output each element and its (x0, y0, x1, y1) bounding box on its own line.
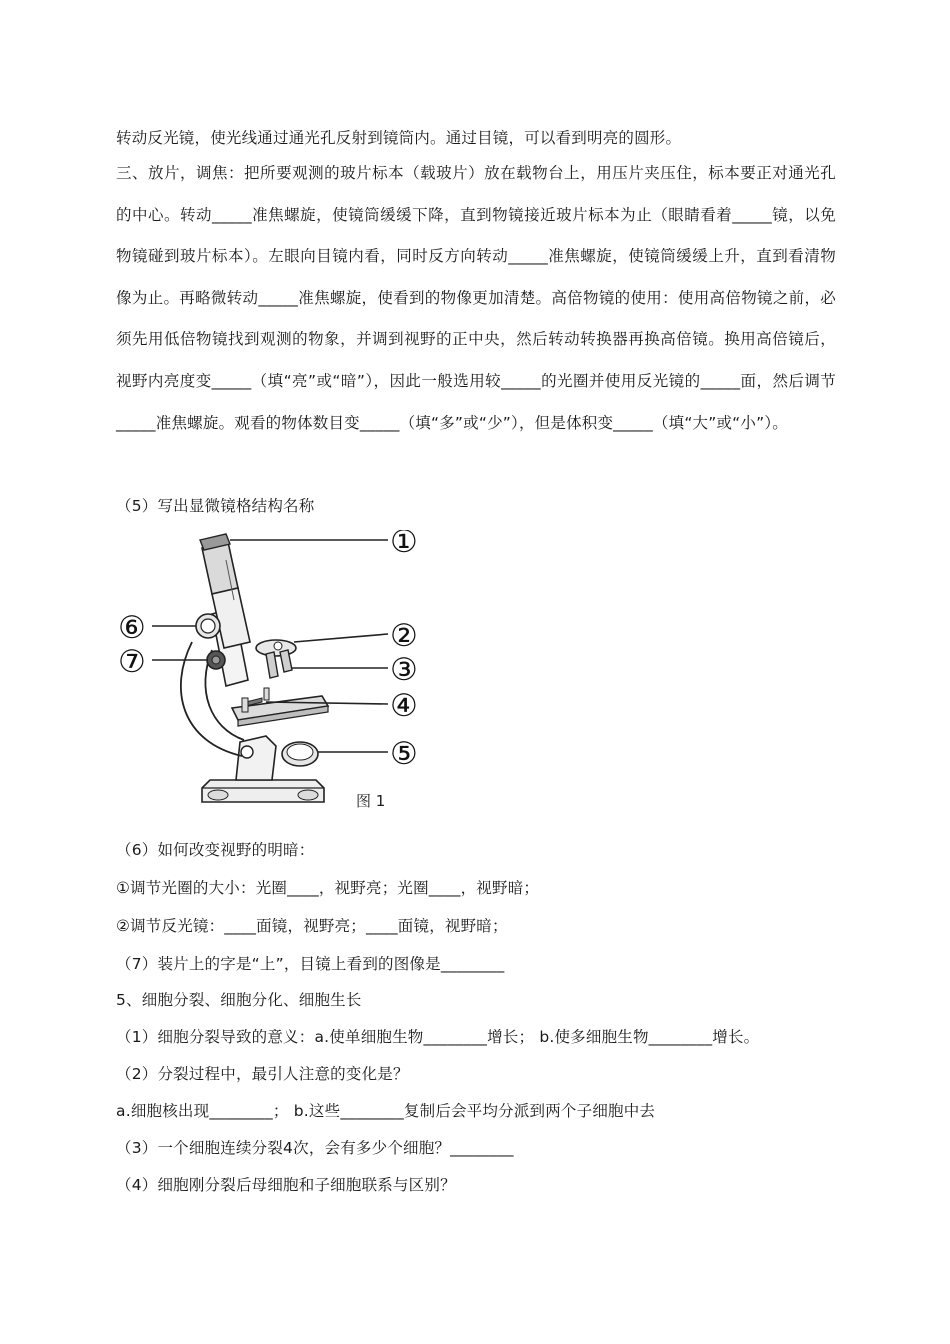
question-6-aperture: ①调节光圈的大小：光圈____，视野亮；光圈____，视野暗； (116, 879, 540, 897)
figure-caption: 图 1 (356, 792, 386, 810)
section-5-question-4: （4）细胞刚分裂后母细胞和子细胞联系与区别？ (116, 1176, 456, 1194)
label-3: ③ (390, 652, 418, 688)
label-4: ④ (390, 688, 418, 724)
question-7: （7）装片上的字是“上”，目镜上看到的图像是________ (116, 955, 505, 973)
label-2: ② (390, 618, 418, 654)
label-5: ⑤ (390, 736, 418, 772)
section-5-question-2-answer: a.细胞核出现________； b.这些________复制后会平均分派到两个子细胞中去 (116, 1102, 656, 1120)
label-6: ⑥ (118, 610, 146, 646)
section-5-question-2: （2）分裂过程中，最引人注意的变化是？ (116, 1065, 409, 1083)
paragraph-focusing: 三、放片，调焦：把所要观测的玻片标本（载玻片）放在载物台上，用压片夹压住，标本要正对通光孔的中心。转动_____准焦螺旋，使镜筒缓缓下降，直到物镜接近玻片标本为止（眼睛看着_____镜，以免物镜碰到玻片标本）。左眼向目镜内看，同时反方向转动_____准焦螺旋，使镜筒缓缓上升，直到看清物像为止。再略微转动_____准焦螺旋，使看到的物像更加清楚。高倍物镜的使用：使用高倍物镜之前，必须先用低倍物镜找到观测的物象，并调到视野的正中央，然后转动转换器再换高倍镜。换用高倍镜后，视野内亮度变_____（填“亮”或“暗”），因此一般选用较_____的光圈并使用反光镜的_____面，然后调节_____准焦螺旋。观看的物体数目变_____（填“多”或“少”），但是体积变_____（填“大”或“小”）。 (116, 164, 836, 432)
microscope-diagram (116, 530, 436, 820)
section-5-heading: 5、细胞分裂、细胞分化、细胞生长 (116, 991, 362, 1009)
section-5-question-1: （1）细胞分裂导致的意义：a.使单细胞生物________增长； b.使多细胞生物________增长。 (116, 1028, 760, 1046)
question-5: （5）写出显微镜格结构名称 (116, 497, 315, 515)
label-1: ① (390, 530, 418, 560)
label-7: ⑦ (118, 644, 146, 680)
microscope-figure (116, 530, 436, 820)
paragraph-reflector: 转动反光镜，使光线通过通光孔反射到镜筒内。通过目镜，可以看到明亮的圆形。 (116, 129, 682, 147)
question-6-mirror: ②调节反光镜：____面镜，视野亮；____面镜，视野暗； (116, 917, 508, 935)
section-5-question-3: （3）一个细胞连续分裂4次，会有多少个细胞？________ (116, 1139, 514, 1157)
question-6: （6）如何改变视野的明暗： (116, 841, 315, 859)
